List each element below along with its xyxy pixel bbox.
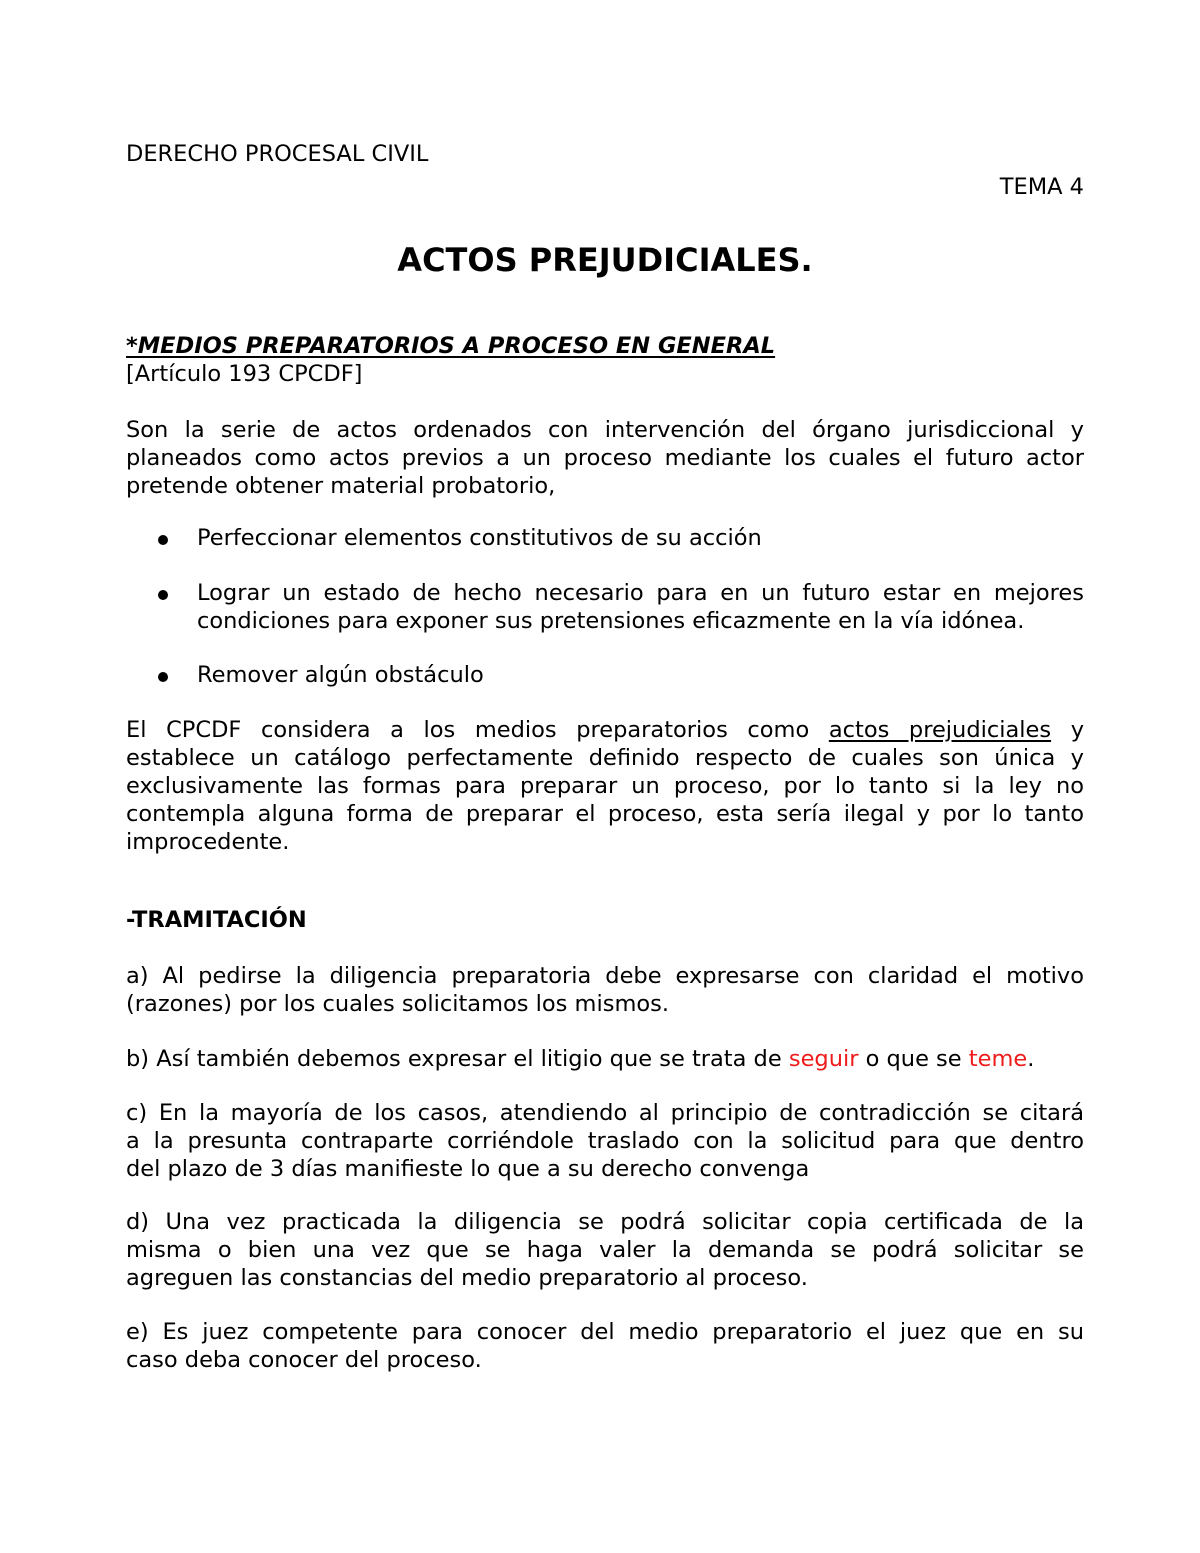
definition-paragraph [126,416,1084,500]
bullet-dot [158,535,168,545]
bullet-item [197,661,1084,689]
tema-label: TEMA 4 [999,174,1084,200]
section-heading-text: *MEDIOS PREPARATORIOS A PROCESO EN GENERAL [126,333,776,359]
underlined-term: actos prejudiciales [828,717,1052,743]
text-run: o que se [858,1046,969,1072]
text-line: improcedente. [126,829,290,855]
text-line: c) En la mayoría de los casos, atendiendo al principio de contradicción se citará [126,1100,1084,1126]
text-line: a) Al pedirse la diligencia preparatoria debe expresarse con claridad el motivo [126,963,1084,989]
text-line: caso deba conocer del proceso. [126,1347,482,1373]
text-line: planeados como actos previos a un proceso mediante los cuales el futuro actor [126,445,1084,471]
document-page [126,0,1084,1553]
text-line: misma o bien una vez que se haga valer la demanda se podrá solicitar se [126,1237,1084,1263]
text-run: El CPCDF considera a los medios preparatorios como [126,717,829,743]
bullet-text: condiciones para exponer sus pretensiones eficazmente en la vía idónea. [197,608,1025,634]
text-run: y [1051,717,1085,743]
document-title: ACTOS PREJUDICIALES. [397,241,813,279]
text-line: contempla alguna forma de preparar el proceso, esta sería ilegal y por lo tanto [126,801,1084,827]
text-line: agreguen las constancias del medio preparatorio al proceso. [126,1265,808,1291]
highlight-seguir: seguir [788,1046,859,1072]
text-line: pretende obtener material probatorio, [126,473,556,499]
text-run: . [1027,1046,1035,1072]
bullet-text: Lograr un estado de hecho necesario para en un futuro estar en mejores [197,580,1084,606]
item-c [126,1099,1084,1183]
item-e [126,1318,1084,1374]
text-run: b) Así también debemos expresar el litigio que se trata de [126,1046,789,1072]
text-line: del plazo de 3 días manifieste lo que a su derecho convenga [126,1156,810,1182]
text-line: a la presunta contraparte corriéndole traslado con la solicitud para que dentro [126,1128,1084,1154]
bullet-dot [158,672,168,682]
item-a [126,962,1084,1018]
text-line [126,716,1084,744]
text-line: (razones) por los cuales solicitamos los mismos. [126,991,669,1017]
bullet-item [197,524,1084,552]
item-d [126,1208,1084,1292]
text-line: Son la serie de actos ordenados con intervención del órgano jurisdiccional y [126,417,1084,443]
item-b [126,1045,1084,1073]
bullet-dot [158,590,168,600]
bullet-text: Perfeccionar elementos constitutivos de su acción [197,525,762,551]
text-line: exclusivamente las formas para preparar un proceso, por lo tanto si la ley no [126,773,1084,799]
text-line: e) Es juez competente para conocer del medio preparatorio el juez que en su [126,1319,1084,1345]
highlight-teme: teme [968,1046,1028,1072]
article-reference: [Artículo 193 CPCDF] [126,361,363,387]
bullet-item [197,579,1084,635]
subject-heading: DERECHO PROCESAL CIVIL [126,141,429,167]
section-heading-tramitacion: -TRAMITACIÓN [126,907,307,933]
cpcdf-paragraph [126,716,1084,856]
text-line: d) Una vez practicada la diligencia se podrá solicitar copia certificada de la [126,1209,1084,1235]
bullet-text: Remover algún obstáculo [197,662,484,688]
section-heading-medios [126,332,1084,360]
text-line: establece un catálogo perfectamente definido respecto de cuales son única y [126,745,1084,771]
